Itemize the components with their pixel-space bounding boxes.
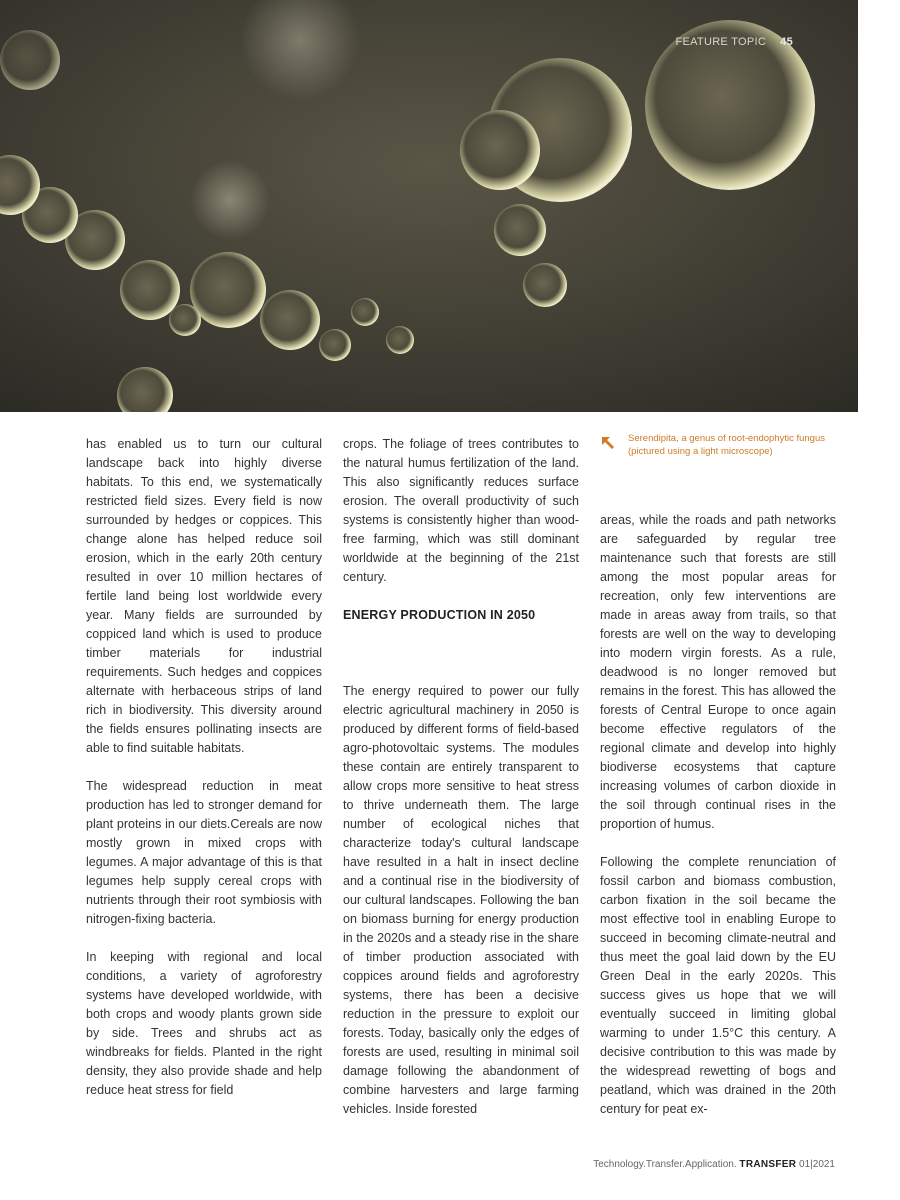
paragraph: has enabled us to turn our cultural landscape back into highly diverse habitats. To this end, we systematically restricted field sizes. Every field is now surrounded by hedges or coppices. This change alone has helped reduce soil erosion, which in the early 20th century resulted in over 10 million hectares of fertile land being lost worldwide every year. Many fields are surrounded by coppiced land which is used to produce timber materials for industrial requirements. Such hedges and coppices alternate with herbaceous strips of land rich in biodiversity. This diversity around the fields ensures pollinating insects are able to find suitable habitats. (86, 437, 322, 755)
paragraph: The energy required to power our fully electric agricultural machinery in 2050 is produced by different forms of field-based agro-photovoltaic systems. The modules these contain are entirely transparent to allow crops more sensitive to heat stress to thrive underneath them. The large number of ecological niches that characterize today's cultural landscape have resulted in a halt in insect decline and a continual rise in the biodiversity of our cultural landscapes. Following the ban on biomass burning for energy production in the 2020s and a steady rise in the share of timber production associated with coppices around fields and agroforestry systems, there has been a decisive reduction in the pressure to exploit our forests. Today, basically only the edges of forests are used, resulting in minimal soil damage following the abandonment of combine harvesters and large farming vehicles. Inside forested (343, 684, 579, 1116)
caption-text: Serendipita, a genus of root-endophytic fungus (pictured using a light microscope) (628, 433, 825, 457)
page-number: 45 (780, 36, 793, 48)
section-header (675, 36, 793, 48)
paragraph: The widespread reduction in meat production has led to stronger demand for plant proteins in our diets.Cereals are now mostly grown in mixed crops with legumes. A major advantage of this is that legumes help supply cereal crops with nutrients through their root symbiosis with nitrogen-fixing bacteria. (86, 779, 322, 926)
page-footer (593, 1159, 835, 1170)
arrow-up-left-icon (600, 435, 616, 451)
image-caption (600, 433, 840, 458)
text-column-3 (600, 511, 836, 1138)
fungus-micrograph (0, 0, 858, 412)
text-column-1 (86, 435, 322, 1119)
text-column-2 (343, 435, 579, 1138)
hero-microscope-image (0, 0, 858, 412)
section-subheading: ENERGY PRODUCTION IN 2050 (343, 608, 536, 622)
section-label: FEATURE TOPIC (675, 36, 767, 48)
paragraph: crops. The foliage of trees contributes to the natural humus fertilization of the land. This also significantly reduces surface erosion. The overall productivity of such systems is consistently higher than wood-free farming, which was still dominant worldwide at the beginning of the 21st century. (343, 437, 579, 584)
footer-brand: TRANSFER (739, 1159, 797, 1170)
paragraph: areas, while the roads and path networks are safeguarded by regular tree maintenance such that forests are still among the most popular areas for recreation, only few interventions are made in areas away from trails, so that forests are well on the way to developing into modern virgin forests. As a rule, deadwood is no longer removed but remains in the forest. This has allowed the forests of Central Europe to once again become effective regulators of the regional climate and develop into highly biodiverse ecosystems that capture increasing volumes of carbon dioxide in the soil through continual rises in the proportion of humus. (600, 513, 836, 831)
footer-issue: 01|2021 (799, 1159, 835, 1170)
footer-tagline: Technology.Transfer.Application. (593, 1159, 737, 1170)
paragraph: In keeping with regional and local conditions, a variety of agroforestry systems have developed worldwide, with both crops and woody plants grown side by side. Trees and shrubs act as windbreaks for fields. Planted in the right density, they also provide shade and help reduce heat stress for field (86, 950, 322, 1097)
paragraph: Following the complete renunciation of fossil carbon and biomass combustion, carbon fixation in the soil became the most effective tool in enabling Europe to succeed in becoming climate-neutral and thus meet the goal laid down by the EU Green Deal in the early 2020s. This success gives us hope that we will eventually succeed in limiting global warming to under 1.5°C this century. A decisive contribution to this was made by the widespread rewetting of bogs and peatland, which was drained in the 20th century for peat ex- (600, 855, 836, 1116)
